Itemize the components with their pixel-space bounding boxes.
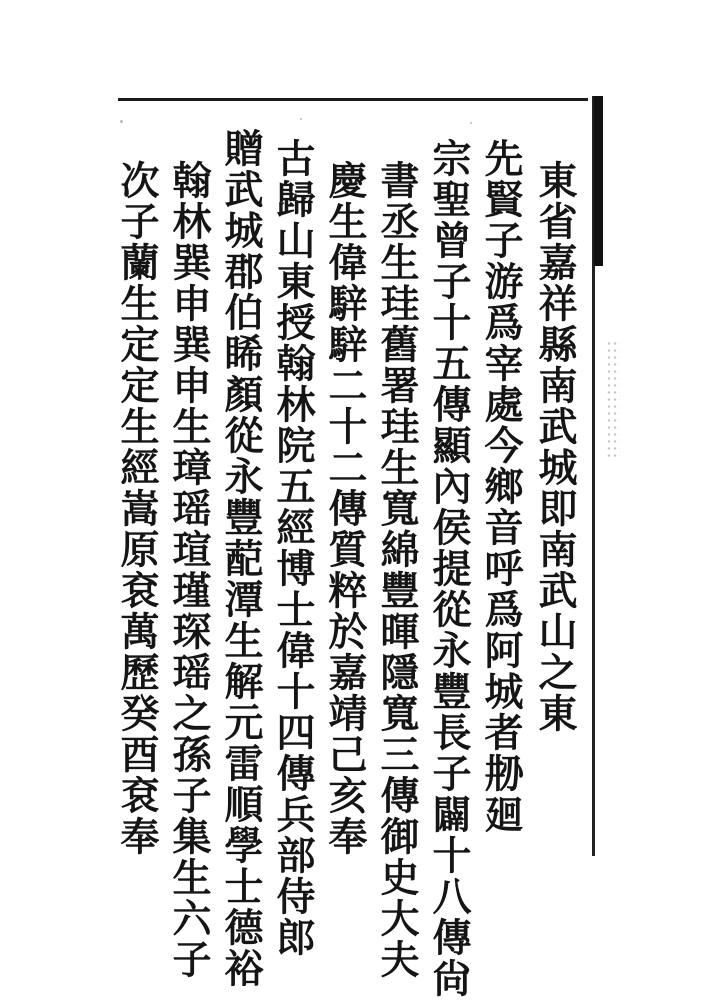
- ink-speck: [120, 120, 123, 123]
- text-column-1: 東省嘉祥縣南武城即南武山之東: [532, 160, 578, 734]
- ink-speck: [470, 122, 472, 124]
- spine-texture: [606, 340, 620, 460]
- text-column-8: 翰林巽申巽申生璋瑶瑄瑾琛瑶之孫子集生六子: [166, 160, 212, 980]
- text-column-3: 宗聖曾子十五傳顯內侯提從永豐長子闢十八傳尙: [426, 138, 472, 999]
- text-column-6: 古歸山東授翰林院五經博士偉十四傳兵部侍郎: [270, 138, 316, 958]
- vertical-text-block: [108, 128, 578, 999]
- top-border-rule: [118, 98, 588, 101]
- text-column-2: 先賢子游爲宰處今鄉音呼爲阿城者刱廻: [478, 138, 524, 835]
- ink-speck: [300, 118, 302, 120]
- text-column-7: 贈武城郡伯睎顏從永豐蓜潭生解元雷順學士德裕: [218, 128, 264, 989]
- text-column-4: 書丞生珪舊署珪生寬綿豐暉隱寬三傳御史大夫: [374, 160, 420, 980]
- text-column-9: 次子蘭生定定生經嵩原袞萬歷癸酉袞奉: [114, 160, 160, 857]
- right-border-heavy-bar: [594, 96, 603, 266]
- text-column-5: 慶生偉騂騂二十二傳質粹於嘉靖己亥奉: [322, 160, 368, 857]
